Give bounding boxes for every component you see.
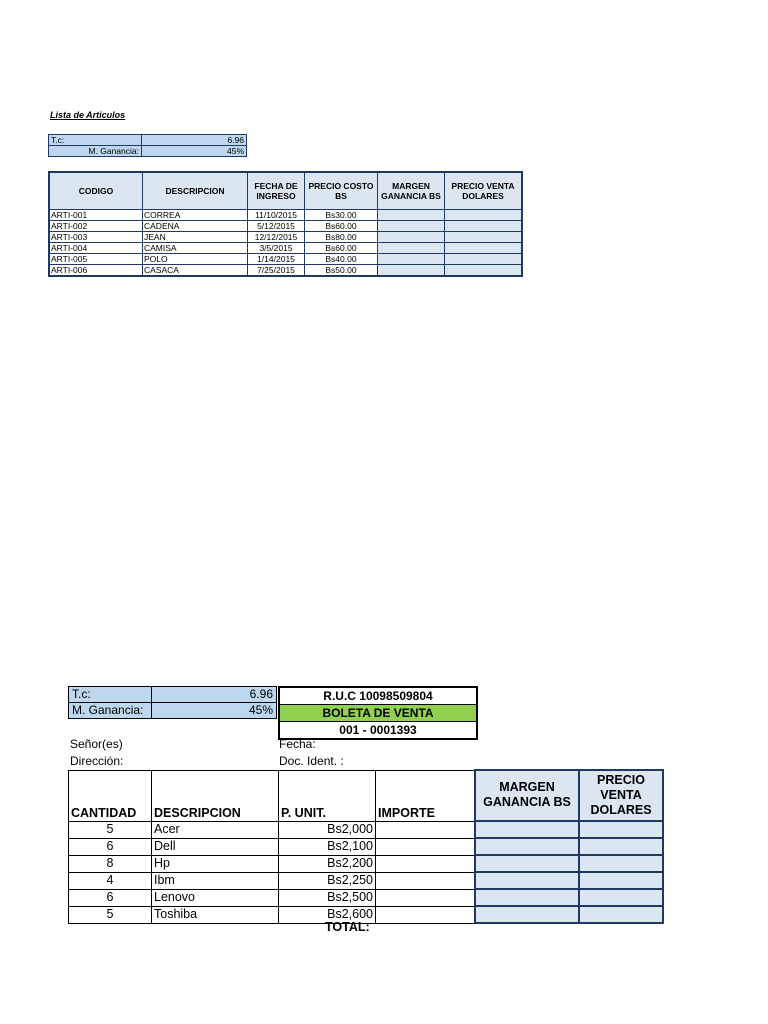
param-row-tc bbox=[49, 135, 247, 146]
table-row bbox=[49, 254, 522, 265]
header-precio-venta[interactable]: PRECIO VENTA DOLARES bbox=[579, 770, 663, 821]
header-descripcion[interactable]: DESCRIPCION bbox=[152, 770, 279, 821]
cell-p-unit[interactable]: Bs2,100 bbox=[279, 838, 376, 855]
cell-p-unit[interactable]: Bs2,250 bbox=[279, 872, 376, 889]
cell-cantidad[interactable]: 8 bbox=[69, 855, 152, 872]
cell-cantidad[interactable]: 4 bbox=[69, 872, 152, 889]
cell-precio-venta[interactable] bbox=[579, 872, 663, 889]
cell-descripcion[interactable]: Acer bbox=[152, 821, 279, 838]
cell-descripcion[interactable]: CADENA bbox=[143, 221, 248, 232]
cell-p-unit[interactable]: Bs2,500 bbox=[279, 889, 376, 906]
header-margen-ganancia[interactable]: MARGEN GANANCIA BS bbox=[475, 770, 579, 821]
cell-importe[interactable] bbox=[376, 838, 476, 855]
cell-margen[interactable] bbox=[475, 855, 579, 872]
cell-margen[interactable] bbox=[378, 221, 445, 232]
param-value-ganancia[interactable]: 45% bbox=[152, 703, 277, 719]
senor-label: Señor(es) bbox=[70, 737, 123, 751]
cell-fecha[interactable]: 3/5/2015 bbox=[248, 243, 305, 254]
cell-descripcion[interactable]: Ibm bbox=[152, 872, 279, 889]
cell-cantidad[interactable]: 5 bbox=[69, 821, 152, 838]
header-margen-ganancia[interactable]: MARGEN GANANCIA BS bbox=[378, 172, 445, 210]
sheet-title: Lista de Articulos bbox=[50, 110, 126, 120]
articles-table bbox=[48, 171, 523, 277]
cell-precio-costo[interactable]: Bs60.00 bbox=[305, 243, 378, 254]
header-fecha-ingreso[interactable]: FECHA DE INGRESO bbox=[248, 172, 305, 210]
boleta-table bbox=[68, 769, 664, 924]
params-table-top bbox=[48, 134, 247, 157]
param-label-tc[interactable]: T.c: bbox=[69, 687, 152, 703]
cell-margen[interactable] bbox=[378, 254, 445, 265]
cell-codigo[interactable]: ARTI-003 bbox=[49, 232, 143, 243]
cell-descripcion[interactable]: Dell bbox=[152, 838, 279, 855]
params-table-boleta bbox=[68, 686, 277, 719]
cell-precio-venta[interactable] bbox=[579, 855, 663, 872]
header-importe[interactable]: IMPORTE bbox=[376, 770, 476, 821]
cell-codigo[interactable]: ARTI-004 bbox=[49, 243, 143, 254]
param-value-ganancia[interactable]: 45% bbox=[142, 146, 247, 157]
cell-margen[interactable] bbox=[475, 906, 579, 923]
header-precio-venta[interactable]: PRECIO VENTA DOLARES bbox=[445, 172, 523, 210]
cell-precio-costo[interactable]: Bs60.00 bbox=[305, 221, 378, 232]
cell-precio-venta[interactable] bbox=[579, 906, 663, 923]
cell-codigo[interactable]: ARTI-005 bbox=[49, 254, 143, 265]
table-row bbox=[69, 889, 664, 906]
table-row bbox=[69, 838, 664, 855]
cell-fecha[interactable]: 12/12/2015 bbox=[248, 232, 305, 243]
header-p-unit[interactable]: P. UNIT. bbox=[279, 770, 376, 821]
cell-importe[interactable] bbox=[376, 872, 476, 889]
fecha-label: Fecha: bbox=[279, 737, 316, 751]
doc-ident-label: Doc. Ident. : bbox=[279, 754, 344, 768]
header-codigo[interactable]: CODIGO bbox=[49, 172, 143, 210]
cell-codigo[interactable]: ARTI-001 bbox=[49, 210, 143, 221]
cell-precio-venta[interactable] bbox=[445, 243, 523, 254]
cell-descripcion[interactable]: Toshiba bbox=[152, 906, 279, 923]
total-label: TOTAL: bbox=[325, 920, 370, 934]
cell-fecha[interactable]: 7/25/2015 bbox=[248, 265, 305, 277]
param-row-ganancia bbox=[49, 146, 247, 157]
table-row bbox=[49, 210, 522, 221]
table-row bbox=[49, 232, 522, 243]
header-descripcion[interactable]: DESCRIPCION bbox=[143, 172, 248, 210]
cell-descripcion[interactable]: CASACA bbox=[143, 265, 248, 277]
cell-p-unit[interactable]: Bs2,000 bbox=[279, 821, 376, 838]
table-row bbox=[69, 855, 664, 872]
cell-fecha[interactable]: 1/14/2015 bbox=[248, 254, 305, 265]
boleta-header-box bbox=[278, 686, 478, 740]
cell-p-unit[interactable]: Bs2,600 bbox=[279, 906, 376, 923]
cell-descripcion[interactable]: Hp bbox=[152, 855, 279, 872]
cell-precio-venta[interactable] bbox=[445, 265, 523, 277]
cell-precio-venta[interactable] bbox=[445, 221, 523, 232]
cell-descripcion[interactable]: CORREA bbox=[143, 210, 248, 221]
param-row-tc bbox=[69, 687, 277, 703]
header-precio-costo[interactable]: PRECIO COSTO BS bbox=[305, 172, 378, 210]
table-row bbox=[69, 821, 664, 838]
cell-precio-venta[interactable] bbox=[579, 821, 663, 838]
cell-precio-venta[interactable] bbox=[445, 210, 523, 221]
cell-descripcion[interactable]: CAMISA bbox=[143, 243, 248, 254]
cell-descripcion[interactable]: POLO bbox=[143, 254, 248, 265]
cell-p-unit[interactable]: Bs2,200 bbox=[279, 855, 376, 872]
table-row bbox=[49, 265, 522, 277]
cell-precio-venta[interactable] bbox=[579, 838, 663, 855]
boleta-title[interactable]: BOLETA DE VENTA bbox=[280, 705, 476, 722]
direccion-label: Dirección: bbox=[70, 754, 124, 768]
param-label-ganancia[interactable]: M. Ganancia: bbox=[49, 146, 142, 157]
cell-precio-costo[interactable]: Bs30.00 bbox=[305, 210, 378, 221]
cell-importe[interactable] bbox=[376, 821, 476, 838]
table-row bbox=[49, 221, 522, 232]
cell-fecha[interactable]: 11/10/2015 bbox=[248, 210, 305, 221]
table-row bbox=[69, 872, 664, 889]
cell-margen[interactable] bbox=[378, 232, 445, 243]
cell-cantidad[interactable]: 6 bbox=[69, 838, 152, 855]
param-value-tc[interactable]: 6.96 bbox=[152, 687, 277, 703]
param-label-ganancia[interactable]: M. Ganancia: bbox=[69, 703, 152, 719]
cell-precio-venta[interactable] bbox=[445, 232, 523, 243]
cell-precio-costo[interactable]: Bs50.00 bbox=[305, 265, 378, 277]
cell-descripcion[interactable]: Lenovo bbox=[152, 889, 279, 906]
cell-cantidad[interactable]: 5 bbox=[69, 906, 152, 923]
cell-precio-venta[interactable] bbox=[579, 889, 663, 906]
cell-precio-costo[interactable]: Bs40.00 bbox=[305, 254, 378, 265]
param-row-ganancia bbox=[69, 703, 277, 719]
header-cantidad[interactable]: CANTIDAD bbox=[69, 770, 152, 821]
cell-margen[interactable] bbox=[475, 889, 579, 906]
cell-codigo[interactable]: ARTI-002 bbox=[49, 221, 143, 232]
cell-margen[interactable] bbox=[378, 210, 445, 221]
cell-importe[interactable] bbox=[376, 906, 476, 923]
ruc-number[interactable]: R.U.C 10098509804 bbox=[280, 688, 476, 705]
cell-precio-venta[interactable] bbox=[445, 254, 523, 265]
articles-header-row bbox=[49, 172, 522, 210]
cell-importe[interactable] bbox=[376, 889, 476, 906]
cell-codigo[interactable]: ARTI-006 bbox=[49, 265, 143, 277]
cell-margen[interactable] bbox=[378, 243, 445, 254]
param-value-tc[interactable]: 6.96 bbox=[142, 135, 247, 146]
cell-importe[interactable] bbox=[376, 855, 476, 872]
boleta-number[interactable]: 001 - 0001393 bbox=[339, 723, 417, 737]
cell-precio-costo[interactable]: Bs80.00 bbox=[305, 232, 378, 243]
cell-margen[interactable] bbox=[475, 821, 579, 838]
cell-cantidad[interactable]: 6 bbox=[69, 889, 152, 906]
param-label-tc[interactable]: T.c: bbox=[49, 135, 142, 146]
cell-fecha[interactable]: 5/12/2015 bbox=[248, 221, 305, 232]
cell-margen[interactable] bbox=[378, 265, 445, 277]
boleta-header-row bbox=[69, 770, 664, 821]
cell-descripcion[interactable]: JEAN bbox=[143, 232, 248, 243]
cell-margen[interactable] bbox=[475, 872, 579, 889]
table-row bbox=[49, 243, 522, 254]
cell-margen[interactable] bbox=[475, 838, 579, 855]
